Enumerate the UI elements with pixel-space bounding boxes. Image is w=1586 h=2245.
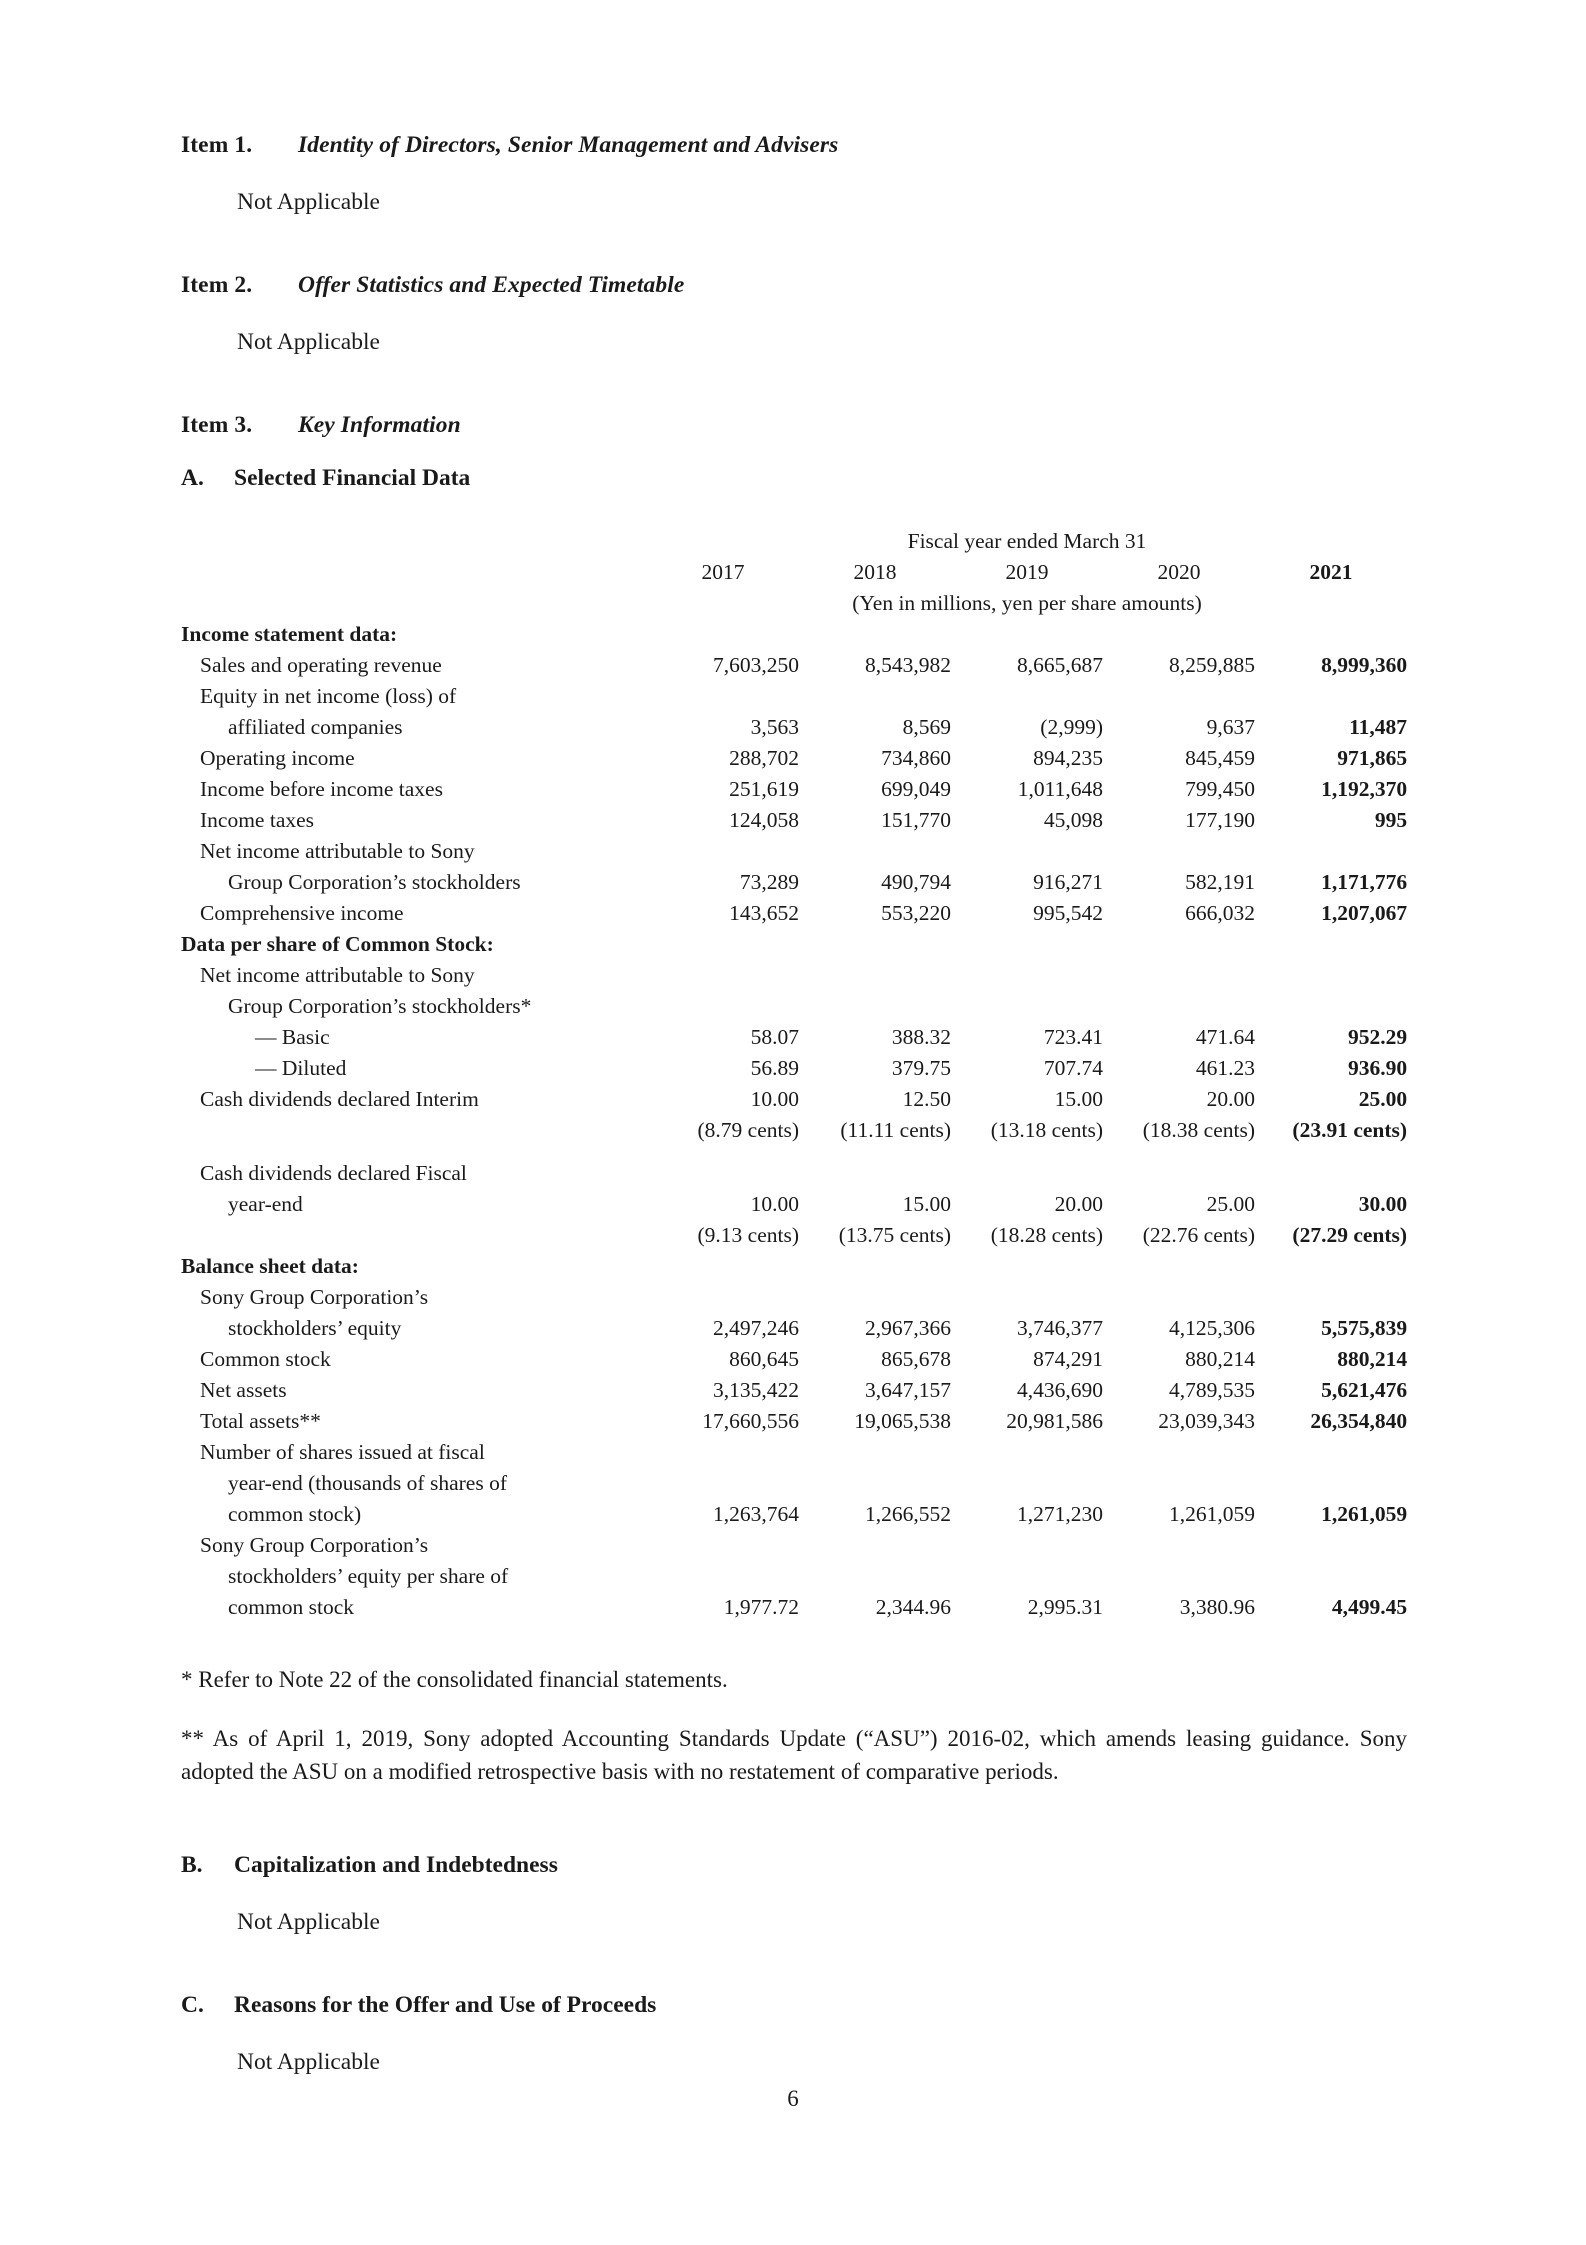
row-label: Total assets** bbox=[200, 1409, 321, 1433]
row-label: stockholders’ equity per share of bbox=[228, 1564, 509, 1588]
table-row bbox=[181, 805, 1407, 836]
cell-2018: 8,543,982 bbox=[865, 653, 951, 677]
cell-2017: 124,058 bbox=[729, 808, 799, 832]
cell-2020: 471.64 bbox=[1195, 1025, 1255, 1049]
cell-2021: 26,354,840 bbox=[1310, 1409, 1408, 1433]
page-content bbox=[181, 132, 1407, 2076]
cell-2019: 723.41 bbox=[1043, 1025, 1103, 1049]
row-label: Group Corporation’s stockholders bbox=[228, 870, 521, 894]
page-number: 6 bbox=[787, 2086, 799, 2111]
cell-2017: 56.89 bbox=[750, 1056, 799, 1080]
cell-2018 bbox=[799, 1468, 951, 1499]
cell-2020: 880,214 bbox=[1185, 1347, 1255, 1371]
row-label: common stock bbox=[228, 1595, 354, 1619]
cell-2017: 1,263,764 bbox=[713, 1502, 799, 1526]
row-label: Operating income bbox=[200, 746, 355, 770]
selected-financial-data-table bbox=[181, 526, 1407, 1623]
cell-2019 bbox=[951, 1437, 1103, 1468]
cell-2020 bbox=[1103, 681, 1255, 712]
cell-2018 bbox=[799, 1158, 951, 1189]
cell-2019: 15.00 bbox=[1054, 1087, 1103, 1111]
cell-2019 bbox=[951, 960, 1103, 991]
row-label: Cash dividends declared Fiscal bbox=[200, 1161, 467, 1185]
table-row bbox=[181, 836, 1407, 867]
row-label: Income before income taxes bbox=[200, 777, 443, 801]
cell-2018 bbox=[799, 1530, 951, 1561]
cell-2019: 20,981,586 bbox=[1006, 1409, 1103, 1433]
item-1-body: Not Applicable bbox=[237, 189, 380, 215]
cell-2019 bbox=[951, 1158, 1103, 1189]
cell-2018 bbox=[799, 960, 951, 991]
cell-2018 bbox=[799, 929, 951, 960]
table-row bbox=[181, 1053, 1407, 1084]
cell-2019 bbox=[951, 1251, 1103, 1282]
cell-2017: 7,603,250 bbox=[713, 653, 799, 677]
item-2-body: Not Applicable bbox=[237, 329, 380, 355]
cell-2018: 3,647,157 bbox=[865, 1378, 951, 1402]
cell-2019 bbox=[951, 681, 1103, 712]
cell-2017: 251,619 bbox=[729, 777, 799, 801]
table-group-header-row bbox=[181, 526, 1407, 557]
cell-2017: (9.13 cents) bbox=[697, 1223, 799, 1247]
cell-2020: 4,789,535 bbox=[1169, 1378, 1255, 1402]
cell-2020: 666,032 bbox=[1185, 901, 1255, 925]
subsection-b-body: Not Applicable bbox=[237, 1909, 380, 1935]
table-row bbox=[181, 1189, 1407, 1220]
cell-2018: 553,220 bbox=[881, 901, 951, 925]
row-label: — Basic bbox=[255, 1025, 330, 1049]
cell-2017: 58.07 bbox=[750, 1025, 799, 1049]
table-row bbox=[181, 991, 1407, 1022]
table-row bbox=[181, 681, 1407, 712]
table-row bbox=[181, 1313, 1407, 1344]
cell-2019: 707.74 bbox=[1043, 1056, 1103, 1080]
cell-2017 bbox=[647, 681, 799, 712]
cell-2018 bbox=[799, 1561, 951, 1592]
subsection-c-body: Not Applicable bbox=[237, 2049, 380, 2075]
row-label: Income taxes bbox=[200, 808, 315, 832]
cell-2018 bbox=[799, 1251, 951, 1282]
cell-2020 bbox=[1103, 929, 1255, 960]
item-3-title: Key Information bbox=[298, 412, 461, 438]
footnote-double-asterisk: ** As of April 1, 2019, Sony adopted Accounting Standards Update (“ASU”) 2016-02, which amends leasing guidance. Sony adopted the ASU on a modified retrospective basis with no restatement of comparative periods. bbox=[181, 1726, 1407, 1784]
cell-2019: 4,436,690 bbox=[1017, 1378, 1103, 1402]
cell-2017: 2,497,246 bbox=[713, 1316, 799, 1340]
cell-2020: (18.38 cents) bbox=[1142, 1118, 1255, 1142]
row-label: Data per share of Common Stock: bbox=[181, 932, 494, 956]
item-1-number: Item 1. bbox=[181, 132, 253, 158]
cell-2021 bbox=[1255, 836, 1407, 867]
cell-2018: 19,065,538 bbox=[854, 1409, 951, 1433]
cell-2021: 952.29 bbox=[1347, 1025, 1408, 1049]
cell-2018: 8,569 bbox=[902, 715, 951, 739]
row-label: Balance sheet data: bbox=[181, 1254, 359, 1278]
table-row bbox=[181, 1158, 1407, 1189]
table-header bbox=[181, 526, 1407, 619]
cell-2020: (22.76 cents) bbox=[1142, 1223, 1255, 1247]
table-row bbox=[181, 619, 1407, 650]
cell-2019: (13.18 cents) bbox=[990, 1118, 1103, 1142]
row-label: Sales and operating revenue bbox=[200, 653, 442, 677]
subsection-b-letter: B. bbox=[181, 1852, 203, 1878]
cell-2017 bbox=[647, 1251, 799, 1282]
subsection-a-letter: A. bbox=[181, 465, 204, 491]
table-row bbox=[181, 960, 1407, 991]
cell-2019 bbox=[951, 1561, 1103, 1592]
row-label: year-end bbox=[228, 1192, 303, 1216]
cell-2017 bbox=[647, 1437, 799, 1468]
cell-2020 bbox=[1103, 1530, 1255, 1561]
table-row bbox=[181, 1499, 1407, 1530]
cell-2018 bbox=[799, 681, 951, 712]
item-1-title: Identity of Directors, Senior Management and Advisers bbox=[298, 132, 839, 158]
cell-2020: 20.00 bbox=[1206, 1087, 1255, 1111]
cell-2019: 3,746,377 bbox=[1017, 1316, 1103, 1340]
cell-2017: 288,702 bbox=[729, 746, 799, 770]
cell-2018 bbox=[799, 991, 951, 1022]
cell-2017 bbox=[647, 991, 799, 1022]
table-row bbox=[181, 1344, 1407, 1375]
cell-2020: 461.23 bbox=[1195, 1056, 1255, 1080]
cell-2017 bbox=[647, 1158, 799, 1189]
cell-2020 bbox=[1103, 960, 1255, 991]
cell-2017: 143,652 bbox=[729, 901, 799, 925]
cell-2019: 916,271 bbox=[1033, 870, 1103, 894]
cell-2019 bbox=[951, 836, 1103, 867]
cell-2021: 971,865 bbox=[1337, 746, 1408, 770]
cell-2020 bbox=[1103, 1561, 1255, 1592]
cell-2018: 2,344.96 bbox=[875, 1595, 951, 1619]
table-group-header: Fiscal year ended March 31 bbox=[907, 529, 1147, 553]
row-label: Net income attributable to Sony bbox=[200, 839, 475, 863]
cell-2021 bbox=[1255, 1561, 1407, 1592]
table-row bbox=[181, 867, 1407, 898]
row-label: Sony Group Corporation’s bbox=[200, 1285, 429, 1309]
cell-2021 bbox=[1255, 1530, 1407, 1561]
cell-2018: 15.00 bbox=[902, 1192, 951, 1216]
row-label: Equity in net income (loss) of bbox=[200, 684, 457, 708]
cell-2017: 17,660,556 bbox=[702, 1409, 799, 1433]
cell-2017 bbox=[647, 1282, 799, 1313]
column-header-2021: 2021 bbox=[1309, 560, 1353, 584]
cell-2017: 860,645 bbox=[729, 1347, 799, 1371]
item-3-number: Item 3. bbox=[181, 412, 253, 438]
cell-2017: (8.79 cents) bbox=[697, 1118, 799, 1142]
cell-2020: 845,459 bbox=[1185, 746, 1255, 770]
cell-2018: 12.50 bbox=[902, 1087, 951, 1111]
cell-2018: 2,967,366 bbox=[865, 1316, 951, 1340]
heading-item-2 bbox=[181, 272, 1407, 299]
table-row bbox=[181, 774, 1407, 805]
cell-2017 bbox=[647, 960, 799, 991]
row-label bbox=[181, 1115, 647, 1146]
row-label: year-end (thousands of shares of bbox=[228, 1471, 507, 1495]
cell-2021: 1,207,067 bbox=[1321, 901, 1408, 925]
cell-2019: 8,665,687 bbox=[1017, 653, 1103, 677]
cell-2018: 699,049 bbox=[881, 777, 951, 801]
heading-subsection-a bbox=[181, 465, 1407, 492]
cell-2021: 880,214 bbox=[1337, 1347, 1408, 1371]
cell-2019: 2,995.31 bbox=[1027, 1595, 1103, 1619]
cell-2017: 10.00 bbox=[750, 1087, 799, 1111]
cell-2020 bbox=[1103, 1282, 1255, 1313]
cell-2021 bbox=[1255, 1468, 1407, 1499]
cell-2021: 5,621,476 bbox=[1321, 1378, 1408, 1402]
cell-2018 bbox=[799, 619, 951, 650]
cell-2019: 874,291 bbox=[1033, 1347, 1103, 1371]
cell-2019: 20.00 bbox=[1054, 1192, 1103, 1216]
row-label: Comprehensive income bbox=[200, 901, 404, 925]
table-row bbox=[181, 898, 1407, 929]
cell-2021: (23.91 cents) bbox=[1292, 1118, 1408, 1142]
cell-2018: (13.75 cents) bbox=[838, 1223, 951, 1247]
cell-2019 bbox=[951, 619, 1103, 650]
table-row bbox=[181, 1437, 1407, 1468]
cell-2021: 11,487 bbox=[1349, 715, 1408, 739]
cell-2019 bbox=[951, 991, 1103, 1022]
table-row bbox=[181, 1282, 1407, 1313]
cell-2017: 3,135,422 bbox=[713, 1378, 799, 1402]
cell-2020: 8,259,885 bbox=[1169, 653, 1255, 677]
cell-2021: 8,999,360 bbox=[1321, 653, 1408, 677]
table-row bbox=[181, 650, 1407, 681]
cell-2020 bbox=[1103, 1251, 1255, 1282]
item-2-number: Item 2. bbox=[181, 272, 253, 298]
heading-item-3 bbox=[181, 412, 1407, 439]
cell-2018: 151,770 bbox=[881, 808, 951, 832]
cell-2020 bbox=[1103, 836, 1255, 867]
cell-2017 bbox=[647, 1561, 799, 1592]
cell-2017 bbox=[647, 836, 799, 867]
row-label: Number of shares issued at fiscal bbox=[200, 1440, 485, 1464]
table-row bbox=[181, 1468, 1407, 1499]
column-header-2020: 2020 bbox=[1157, 560, 1201, 584]
cell-2017: 1,977.72 bbox=[723, 1595, 799, 1619]
cell-2018: 379.75 bbox=[891, 1056, 951, 1080]
table-row bbox=[181, 1592, 1407, 1623]
cell-2019: 45,098 bbox=[1043, 808, 1103, 832]
table-row bbox=[181, 1406, 1407, 1437]
row-label: Income statement data: bbox=[181, 622, 398, 646]
cell-2020 bbox=[1103, 1468, 1255, 1499]
table-row bbox=[181, 1530, 1407, 1561]
cell-2017: 10.00 bbox=[750, 1192, 799, 1216]
cell-2019 bbox=[951, 1468, 1103, 1499]
cell-2019 bbox=[951, 1530, 1103, 1561]
cell-2021 bbox=[1255, 991, 1407, 1022]
cell-2021 bbox=[1255, 681, 1407, 712]
cell-2021: 1,171,776 bbox=[1321, 870, 1408, 894]
row-label: stockholders’ equity bbox=[228, 1316, 402, 1340]
cell-2020 bbox=[1103, 619, 1255, 650]
row-label: Net assets bbox=[200, 1378, 287, 1402]
cell-2021: 936.90 bbox=[1347, 1056, 1408, 1080]
cell-2020: 25.00 bbox=[1206, 1192, 1255, 1216]
cell-2018 bbox=[799, 1282, 951, 1313]
footnote-asterisk: * Refer to Note 22 of the consolidated financial statements. bbox=[181, 1667, 728, 1692]
cell-2018: (11.11 cents) bbox=[840, 1118, 951, 1142]
cell-2019: 894,235 bbox=[1033, 746, 1103, 770]
table-row bbox=[181, 1115, 1407, 1146]
cell-2018: 490,794 bbox=[881, 870, 951, 894]
column-header-2018: 2018 bbox=[853, 560, 897, 584]
table-year-header-row bbox=[181, 557, 1407, 588]
table-row bbox=[181, 1561, 1407, 1592]
table-row bbox=[181, 1375, 1407, 1406]
cell-2021 bbox=[1255, 929, 1407, 960]
row-label: Sony Group Corporation’s bbox=[200, 1533, 429, 1557]
cell-2020: 1,261,059 bbox=[1169, 1502, 1255, 1526]
row-label: Net income attributable to Sony bbox=[200, 963, 475, 987]
column-header-2019: 2019 bbox=[1005, 560, 1049, 584]
cell-2018: 734,860 bbox=[881, 746, 951, 770]
cell-2021 bbox=[1255, 1437, 1407, 1468]
cell-2019: 1,271,230 bbox=[1017, 1502, 1103, 1526]
cell-2020 bbox=[1103, 1158, 1255, 1189]
row-label: affiliated companies bbox=[228, 715, 403, 739]
cell-2021 bbox=[1255, 960, 1407, 991]
cell-2021: 1,261,059 bbox=[1321, 1502, 1408, 1526]
cell-2021: 5,575,839 bbox=[1321, 1316, 1408, 1340]
cell-2021 bbox=[1255, 619, 1407, 650]
cell-2019: (2,999) bbox=[1040, 715, 1103, 739]
cell-2018: 388.32 bbox=[891, 1025, 951, 1049]
cell-2021: 25.00 bbox=[1358, 1087, 1408, 1111]
table-units-row bbox=[181, 588, 1407, 619]
cell-2019: 995,542 bbox=[1033, 901, 1103, 925]
subsection-c-title: Reasons for the Offer and Use of Proceeds bbox=[234, 1992, 657, 2018]
cell-2021 bbox=[1255, 1282, 1407, 1313]
table-row bbox=[181, 1251, 1407, 1282]
cell-2020: 799,450 bbox=[1185, 777, 1255, 801]
cell-2019 bbox=[951, 1282, 1103, 1313]
cell-2020: 4,125,306 bbox=[1169, 1316, 1255, 1340]
cell-2020: 9,637 bbox=[1206, 715, 1255, 739]
row-label: Common stock bbox=[200, 1347, 331, 1371]
table-units-note: (Yen in millions, yen per share amounts) bbox=[852, 591, 1202, 615]
cell-2017: 3,563 bbox=[750, 715, 799, 739]
cell-2019: (18.28 cents) bbox=[990, 1223, 1103, 1247]
cell-2021: (27.29 cents) bbox=[1292, 1223, 1408, 1247]
cell-2021 bbox=[1255, 1158, 1407, 1189]
cell-2020: 582,191 bbox=[1185, 870, 1255, 894]
cell-2018: 865,678 bbox=[881, 1347, 951, 1371]
row-label: Group Corporation’s stockholders* bbox=[228, 994, 532, 1018]
heading-item-1 bbox=[181, 132, 1407, 159]
cell-2017 bbox=[647, 1530, 799, 1561]
table-row bbox=[181, 929, 1407, 960]
heading-subsection-c bbox=[181, 1992, 1407, 2019]
row-label bbox=[181, 1220, 647, 1251]
table-row bbox=[181, 1084, 1407, 1115]
cell-2020: 3,380.96 bbox=[1179, 1595, 1255, 1619]
cell-2021: 4,499.45 bbox=[1331, 1595, 1408, 1619]
table-row bbox=[181, 1146, 1407, 1158]
cell-2018: 1,266,552 bbox=[865, 1502, 951, 1526]
cell-2017 bbox=[647, 929, 799, 960]
subsection-b-title: Capitalization and Indebtedness bbox=[234, 1852, 558, 1878]
cell-2020: 23,039,343 bbox=[1158, 1409, 1255, 1433]
cell-2017 bbox=[647, 619, 799, 650]
item-2-title: Offer Statistics and Expected Timetable bbox=[298, 272, 685, 298]
cell-2020 bbox=[1103, 1437, 1255, 1468]
cell-2018 bbox=[799, 1437, 951, 1468]
row-label: — Diluted bbox=[255, 1056, 347, 1080]
cell-2021 bbox=[1255, 1251, 1407, 1282]
subsection-c-letter: C. bbox=[181, 1992, 204, 2018]
cell-2019: 1,011,648 bbox=[1017, 777, 1103, 801]
table-row bbox=[181, 1220, 1407, 1251]
cell-2018 bbox=[799, 836, 951, 867]
heading-subsection-b bbox=[181, 1852, 1407, 1879]
subsection-a-title: Selected Financial Data bbox=[234, 465, 471, 491]
table-row bbox=[181, 1022, 1407, 1053]
row-label: common stock) bbox=[228, 1502, 362, 1526]
table-body bbox=[181, 619, 1407, 1623]
cell-2020: 177,190 bbox=[1185, 808, 1255, 832]
cell-2017: 73,289 bbox=[739, 870, 799, 894]
cell-2021: 1,192,370 bbox=[1321, 777, 1408, 801]
column-header-2017: 2017 bbox=[701, 560, 745, 584]
cell-2020 bbox=[1103, 991, 1255, 1022]
row-label: Cash dividends declared Interim bbox=[200, 1087, 479, 1111]
table-row bbox=[181, 743, 1407, 774]
cell-2021: 995 bbox=[1374, 808, 1408, 832]
table-row bbox=[181, 712, 1407, 743]
cell-2019 bbox=[951, 929, 1103, 960]
cell-2021: 30.00 bbox=[1358, 1192, 1408, 1216]
cell-2017 bbox=[647, 1468, 799, 1499]
